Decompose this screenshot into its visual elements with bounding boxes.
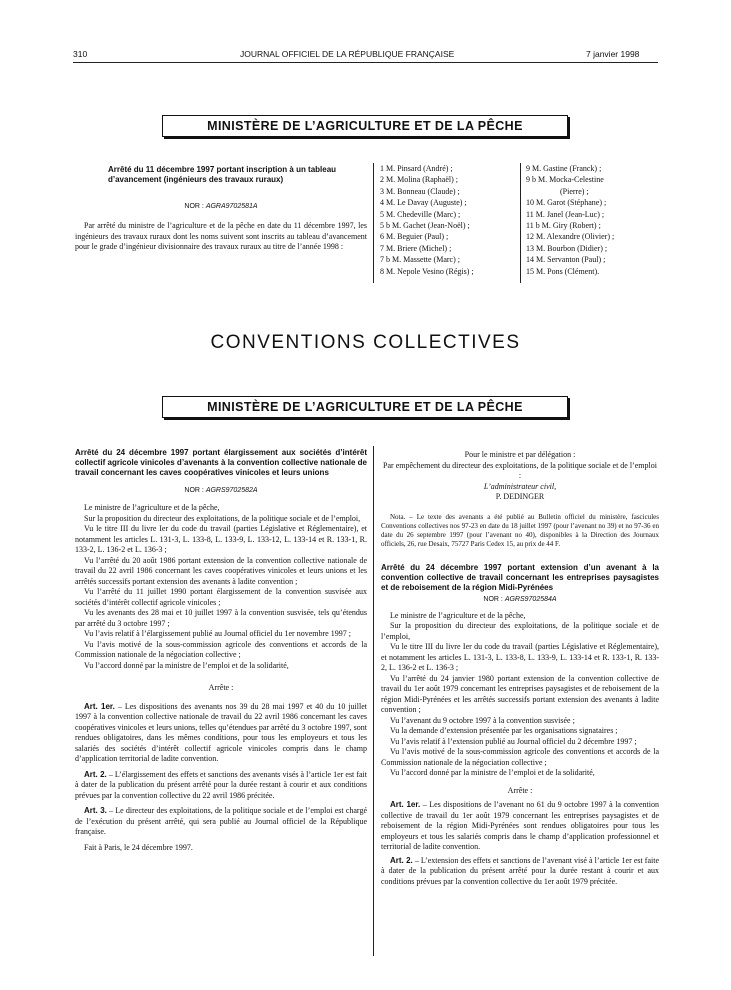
signature-line: Pour le ministre et par délégation :: [464, 450, 576, 459]
ministry-heading: MINISTÈRE DE L’AGRICULTURE ET DE LA PÊCHE: [207, 119, 523, 133]
arrete-label: Arrête :: [208, 683, 234, 692]
paragraph: Vu l’accord donné par la ministre de l’emploi et de la solidarité,: [390, 768, 595, 777]
list-item: 15 M. Pons (Clément).: [526, 266, 600, 276]
decree1-nor: NOR : AGRA9702581A: [184, 203, 258, 210]
list-item: 9 b M. Mocka-Celestine: [526, 175, 604, 185]
list-item: 12 M. Alexandre (Olivier) ;: [526, 232, 615, 242]
decree3-title: Arrêté du 24 décembre 1997 portant extension d’un avenant à la convention collective de travail concernant les entreprises paysagistes et de reboisement de la région Midi-Pyrénées: [381, 562, 659, 592]
list-item: 7 b M. Massette (Marc) ;: [380, 255, 460, 265]
column-rule: [520, 163, 521, 283]
list-item: 13 M. Bourbon (Didier) ;: [526, 243, 608, 253]
paragraph: Sur la proposition du directeur des exploitations, de la politique sociale et de l’emploi,: [381, 621, 659, 641]
list-item: 11 M. Janel (Jean-Luc) ;: [526, 209, 605, 219]
paragraph: Vu l’arrêté du 20 août 1986 portant extension de la convention collective nationale de travail du 22 avril 1986 concernant les caves coopératives vinicoles et leurs unions et les arrêtés successifs portant extension des avenants à ladite convention ;: [75, 555, 367, 586]
page-number: 310: [73, 49, 88, 59]
decree1-title: Arrêté du 11 décembre 1997 portant inscription à un tableau d’avancement (ingénieurs des travaux ruraux): [108, 165, 337, 184]
list-item: 1 M. Pinsard (André) ;: [380, 164, 453, 173]
paragraph: Vu l’avis motivé de la sous-commission agricole des conventions et accords de la Commission nationale de la négociation collective ;: [75, 639, 367, 659]
paragraph: Vu l’avenant du 9 octobre 1997 à la convention susvisée ;: [390, 715, 575, 725]
arrete-label: Arrête :: [507, 785, 533, 795]
list-item: 4 M. Le Davay (Auguste) ;: [380, 198, 467, 208]
decree2-title: Arrêté du 24 décembre 1997 portant élargissement aux sociétés d’intérêt collectif agricole vinicoles d’avenants à la convention collective nationale de travail concernant les caves coopératives vinicoles et leurs unions: [75, 448, 367, 477]
decree2-column: [75, 448, 367, 853]
signature-role: L’administrateur civil,: [483, 481, 557, 491]
list-item: 9 M. Gastine (Franck) ;: [526, 164, 602, 173]
paragraph: Vu l’avis relatif à l’extension publié au Journal officiel du 2 décembre 1997 ;: [390, 736, 637, 746]
paragraph: Sur la proposition du directeur des exploitations, de la politique sociale et de l’emploi,: [84, 513, 361, 523]
issue-date: 7 janvier 1998: [586, 49, 640, 59]
closing-line: Fait à Paris, le 24 décembre 1997.: [84, 842, 193, 852]
decree2-nor: NOR : AGRS9702582A: [184, 487, 258, 494]
promotion-list-right: [526, 163, 661, 277]
paragraph: Vu la demande d’extension présentée par les organisations signataires ;: [390, 726, 618, 735]
list-item: 2 M. Molina (Raphaël) ;: [380, 175, 458, 185]
column-rule: [373, 446, 374, 956]
promotion-list-left: [380, 163, 520, 277]
column-rule: [373, 163, 374, 283]
article: Art. 1er. – Les dispositions des avenants nos 39 du 28 mai 1997 et 40 du 10 juillet 1997 à la convention collective nationale de travail du 22 avril 1986 concernant les caves coopératives vinicoles et leurs unions, telles qu’étendues par arrêté du 3 octobre 1997, sont rendues obligatoires, dans les mêmes conditions, pour tous les employeurs et tous les salariés des sociétés d’intérêt collectif agricole vinicoles compris dans le champ d’application territorial de ladite convention.: [75, 701, 367, 763]
list-item: 5 b M. Gachet (Jean-Noël) ;: [380, 221, 470, 231]
section-title: CONVENTIONS COLLECTIVES: [210, 332, 521, 353]
article: Art. 2. – L’élargissement des effets et sanctions des avenants visés à l’article 1er est fait à dater de la publication du présent arrêté pour la durée restant à courir et aux conditions prévues par la convention collective du 22 avril 1986 précitée.: [75, 769, 368, 800]
ministry-heading-box: [162, 115, 568, 137]
list-item: 8 M. Nepole Vesino (Régis) ;: [380, 266, 474, 276]
nota-note: Nota. – Le texte des avenants a été publié au Bulletin officiel du ministère, fascicules Conventions collectives nos 97-23 en date du 18 juillet 1997 (pour l’avenant no 39) et no 97-36 en date du 26 septembre 1997 (pour l’avenant no 40), disponibles à la Direction des Journaux officiels, 26, rue Desaix, 75727 Paris Cedex 15, au prix de 44 F.: [381, 512, 659, 548]
paragraph: Vu les avenants des 28 mai et 10 juillet 1997 à la convention susvisée, tels qu’étendus par arrêté du 3 octobre 1997 ;: [75, 608, 367, 628]
list-item: 3 M. Bonneau (Claude) ;: [380, 186, 460, 196]
signature-block: [381, 450, 659, 503]
paragraph: Le ministre de l’agriculture et de la pêche,: [84, 503, 220, 512]
paragraph: Vu l’avis relatif à l’élargissement publié au Journal officiel du 1er novembre 1997 ;: [84, 629, 351, 638]
paragraph: Vu l’accord donné par la ministre de l’emploi et de la solidarité,: [84, 660, 289, 670]
list-item: 5 M. Chedeville (Marc) ;: [380, 209, 461, 219]
signature-name: P. DEDINGER: [495, 492, 545, 501]
list-item: 10 M. Garot (Stéphane) ;: [526, 198, 607, 208]
paragraph: Vu l’arrêté du 24 janvier 1980 portant extension de la convention collective de travail du 1er août 1979 concernant les entreprises paysagistes et de reboisement de la région Midi-Pyrénées et les arrêtés successifs portant extension des avenants à ladite convention ;: [381, 673, 659, 714]
article: Art. 2. – L’extension des effets et sanctions de l’avenant visé à l’article 1er est faite à dater de la publication du présent arrêté pour la durée restant à courir et aux conditions prévues par la convention collective du 1er août 1979 précitée.: [381, 855, 659, 886]
list-item: 7 M. Briere (Michel) ;: [380, 243, 452, 253]
header-rule: [73, 62, 658, 63]
list-item: 6 M. Beguier (Paul) ;: [380, 232, 449, 242]
paragraph: Vu l’arrêté du 11 juillet 1990 portant élargissement de la convention susvisée aux sociétés d’intérêt collectif agricole vinicoles ;: [75, 587, 367, 607]
list-item: (Pierre) ;: [560, 186, 589, 196]
right-column: [381, 450, 659, 887]
article: Art. 3. – Le directeur des exploitations, de la politique sociale et de l’emploi est chargé de l’exécution du présent arrêté, qui sera publié au Journal officiel de la République française.: [75, 806, 367, 836]
decree3-nor: NOR : AGRS9702584A: [483, 595, 557, 603]
ministry-heading-box: [162, 396, 568, 418]
journal-title: JOURNAL OFFICIEL DE LA RÉPUBLIQUE FRANÇAISE: [240, 49, 455, 59]
article: Art. 1er. – Les dispositions de l’avenant no 61 du 9 octobre 1997 à la convention collective de travail du 1er août 1979 concernant les entreprises paysagistes et de reboisement de la région Midi-Pyrénées sont rendues obligatoires pour tous les employeurs et tous les salariés compris dans le champ d’application professionnel et territorial de ladite convention.: [381, 800, 660, 851]
ministry-heading: MINISTÈRE DE L’AGRICULTURE ET DE LA PÊCHE: [207, 400, 523, 414]
paragraph: Le ministre de l’agriculture et de la pêche,: [390, 610, 526, 620]
decree1-paragraph: Par arrêté du ministre de l’agriculture et de la pêche en date du 11 décembre 1997, les ingénieurs des travaux ruraux dont les noms suivent sont inscrits au tableau d’avancement pour le grade d’ingénieur divisionnaire des travaux ruraux au titre de l’année 1998 :: [75, 221, 367, 251]
decree1-body: [75, 221, 367, 253]
signature-line: Par empêchement du directeur des exploitations, de la politique sociale et de l’emploi :: [383, 460, 657, 480]
list-item: 14 M. Servanton (Paul) ;: [526, 255, 606, 265]
paragraph: Vu l’avis motivé de la sous-commission agricole des conventions et accords de la Commission nationale de la négociation collective ;: [381, 747, 659, 767]
paragraph: Vu le titre III du livre Ier du code du travail (parties Législative et Réglementaire), et notamment les articles L. 131-3, L. 133-8, L. 133-9, L. 133-14 et R. 133-1, R. 133-2, L. 136-2 et L. 136-3 ;: [381, 642, 659, 672]
paragraph: Vu le titre III du livre Ier du code du travail (parties Législative et Réglementaire), et notamment les articles L. 131-3, L. 133-8, L. 133-9, L. 133-12, L. 133-14 et R. 133-1, R. 133-2, L. 136-2 et L. 136-3 ;: [75, 524, 367, 554]
list-item: 11 b M. Giry (Robert) ;: [526, 221, 601, 231]
